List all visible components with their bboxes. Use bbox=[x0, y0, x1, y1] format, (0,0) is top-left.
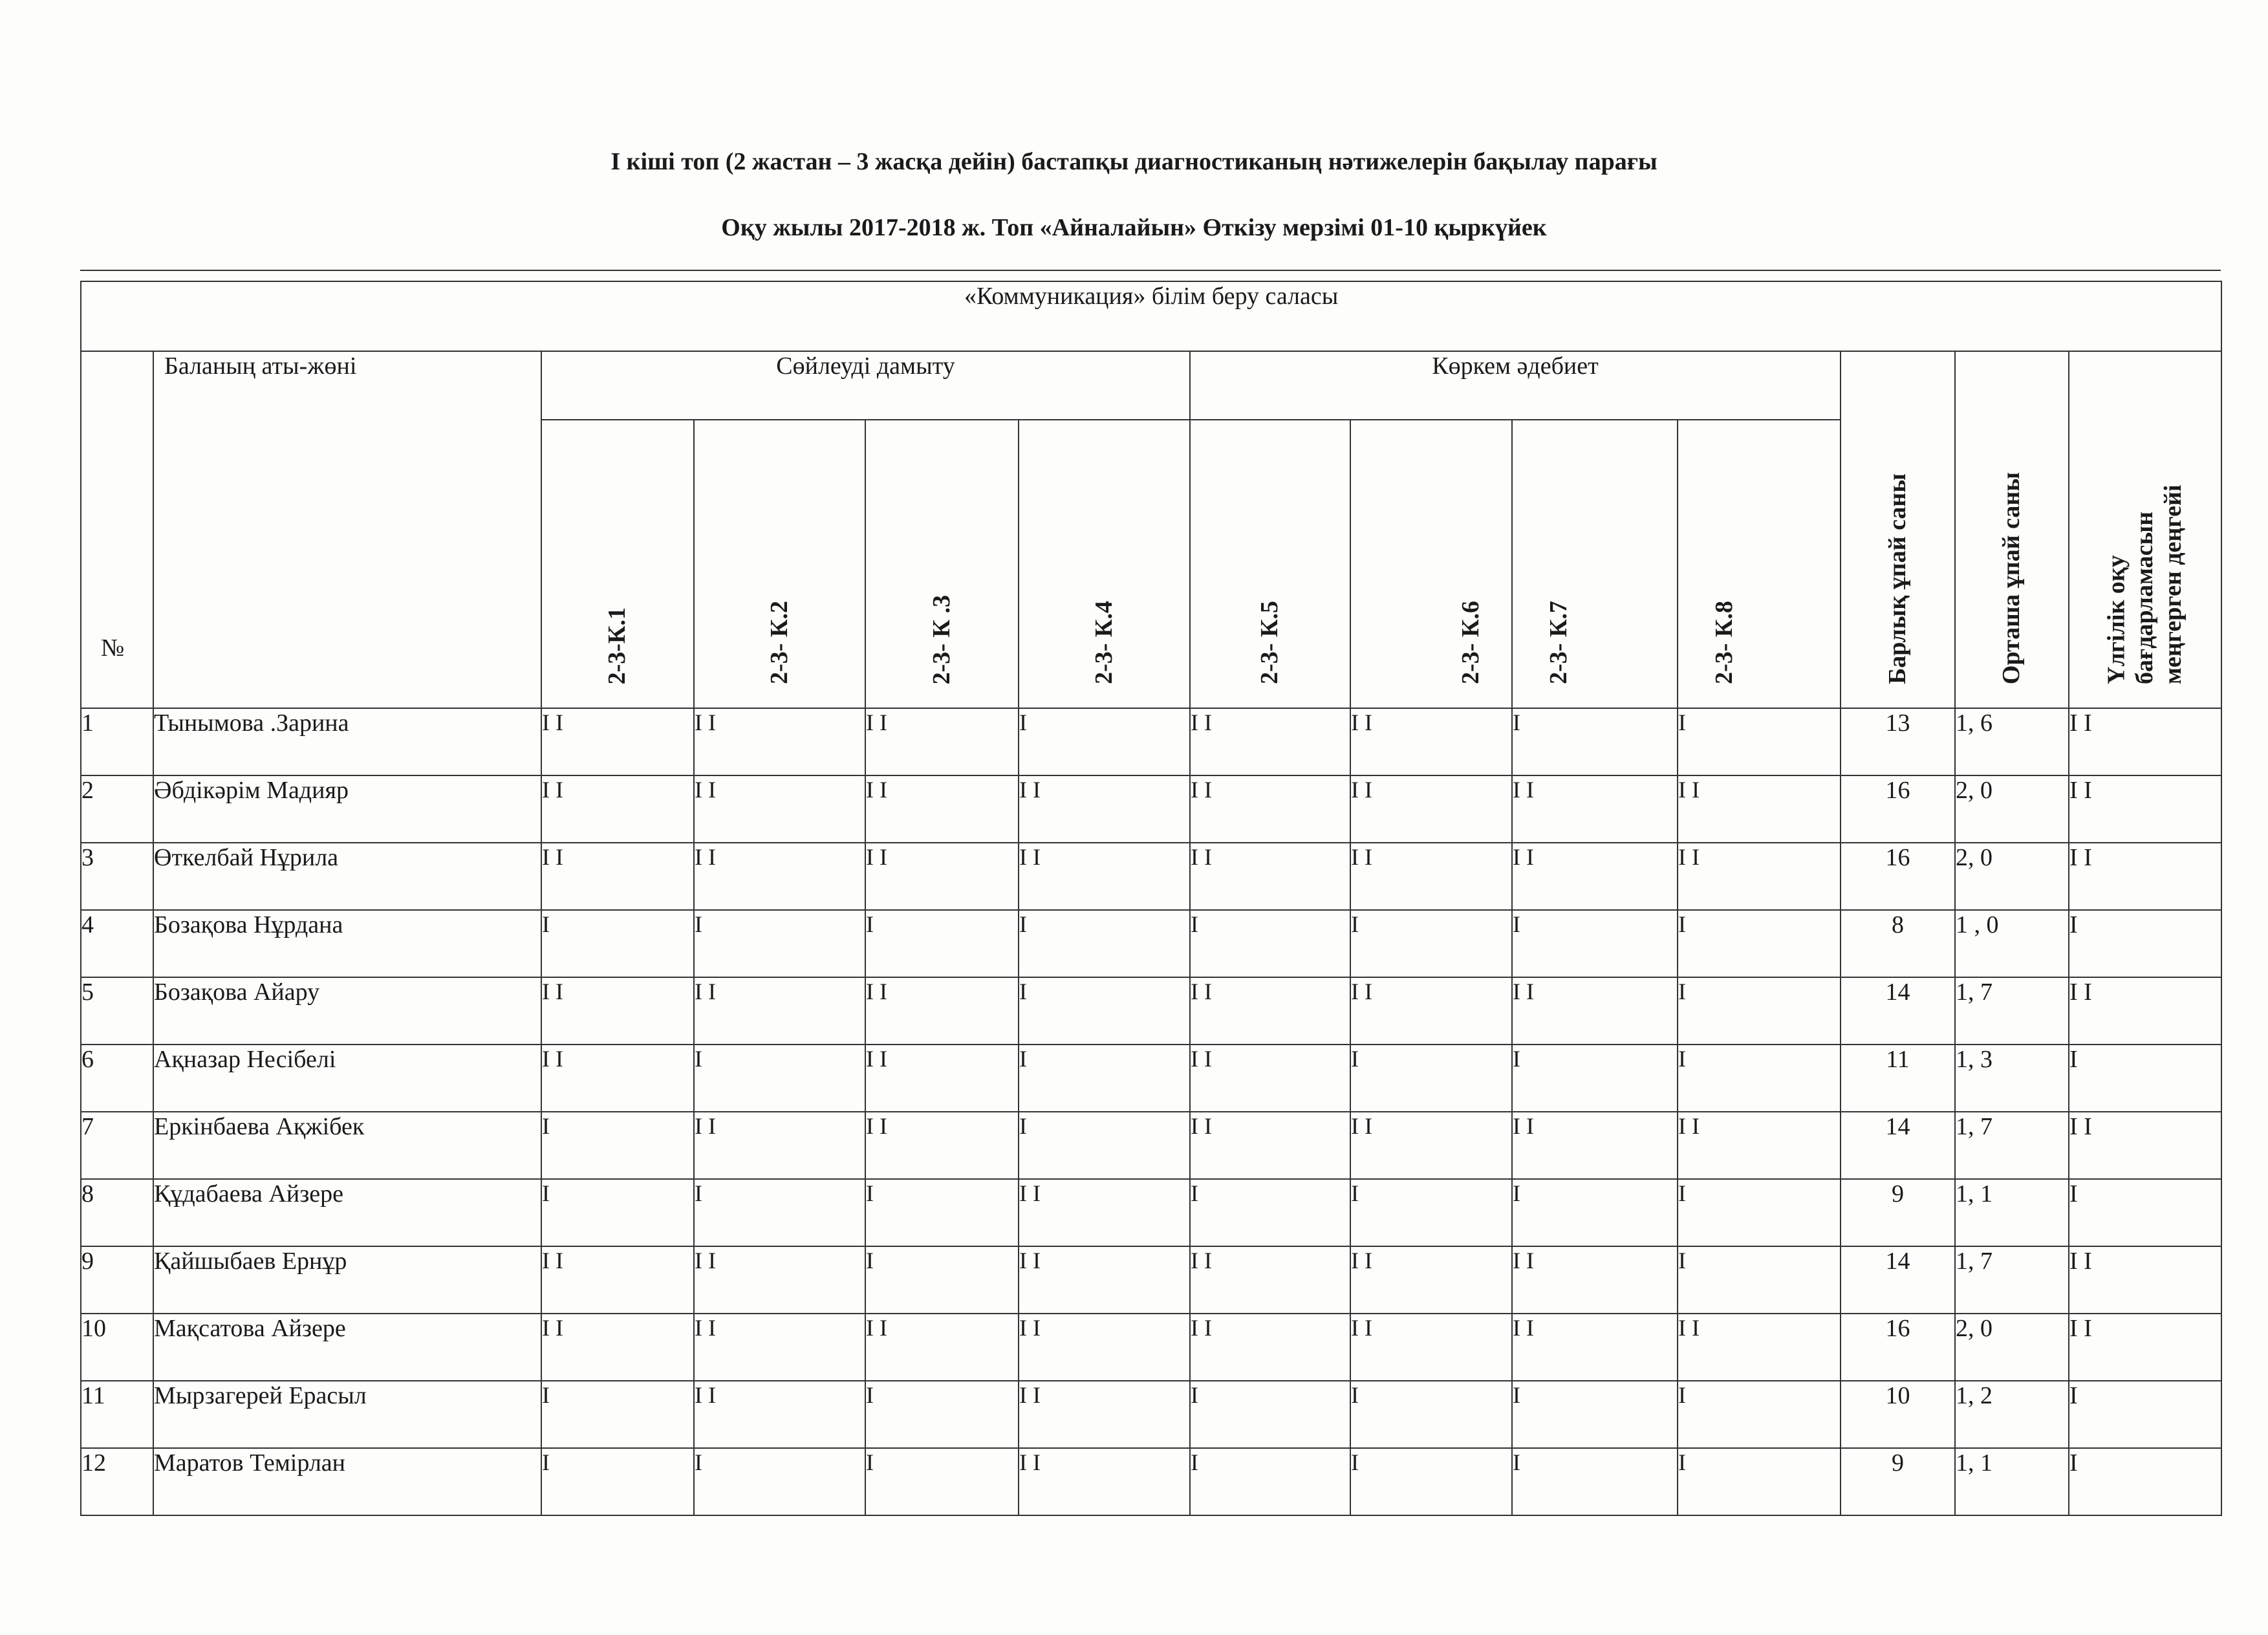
row-number: 5 bbox=[81, 977, 153, 1045]
score-cell: I I bbox=[1350, 977, 1512, 1045]
score-cell: I I bbox=[1512, 1314, 1678, 1381]
score-cell: I I bbox=[541, 1314, 694, 1381]
score-cell: I I bbox=[694, 1381, 865, 1448]
score-cell: I I bbox=[1512, 775, 1678, 843]
total-score: 16 bbox=[1841, 843, 1955, 910]
total-header bbox=[1841, 351, 1955, 708]
row-number: 12 bbox=[81, 1448, 153, 1515]
total-score: 16 bbox=[1841, 775, 1955, 843]
table-row bbox=[81, 843, 2221, 910]
score-cell: I bbox=[541, 910, 694, 977]
child-name: Еркінбаева Ақжібек bbox=[153, 1112, 541, 1179]
score-cell: I bbox=[865, 910, 1019, 977]
score-cell: I I bbox=[865, 977, 1019, 1045]
score-cell: I I bbox=[1019, 1314, 1190, 1381]
score-cell: I I bbox=[1190, 1112, 1350, 1179]
code-label-4: 2-3- К.4 bbox=[1090, 601, 1118, 684]
table-row bbox=[81, 1448, 2221, 1515]
code-header-5 bbox=[1190, 420, 1350, 708]
child-name: Мырзагерей Ерасыл bbox=[153, 1381, 541, 1448]
score-cell: I I bbox=[1512, 843, 1678, 910]
score-cell: I bbox=[1190, 910, 1350, 977]
score-cell: I bbox=[1350, 1448, 1512, 1515]
mastery-level: I I bbox=[2069, 1246, 2221, 1314]
average-score: 2, 0 bbox=[1955, 1314, 2069, 1381]
table-row bbox=[81, 1381, 2221, 1448]
score-cell: I I bbox=[1019, 1179, 1190, 1246]
score-cell: I bbox=[1019, 910, 1190, 977]
total-score: 14 bbox=[1841, 977, 1955, 1045]
score-cell: I bbox=[865, 1448, 1019, 1515]
code-label-1: 2-3-К.1 bbox=[603, 607, 631, 684]
average-score: 1, 7 bbox=[1955, 1112, 2069, 1179]
score-cell: I I bbox=[694, 708, 865, 775]
table-row bbox=[81, 1179, 2221, 1246]
table-body bbox=[81, 708, 2221, 1515]
row-number: 2 bbox=[81, 775, 153, 843]
score-cell: I bbox=[1190, 1381, 1350, 1448]
score-cell: I I bbox=[694, 843, 865, 910]
total-score: 9 bbox=[1841, 1179, 1955, 1246]
row-number: 9 bbox=[81, 1246, 153, 1314]
score-cell: I bbox=[1512, 1179, 1678, 1246]
score-cell: I I bbox=[1350, 1314, 1512, 1381]
code-label-3: 2-3- К .3 bbox=[927, 594, 955, 684]
mastery-level: I I bbox=[2069, 843, 2221, 910]
score-cell: I bbox=[694, 1448, 865, 1515]
score-cell: I bbox=[1019, 1112, 1190, 1179]
mastery-level: I I bbox=[2069, 775, 2221, 843]
score-cell: I I bbox=[541, 708, 694, 775]
mastery-level: I I bbox=[2069, 1112, 2221, 1179]
code-header-8 bbox=[1678, 420, 1841, 708]
average-header-label: Орташа ұпай саны bbox=[1998, 471, 2025, 684]
score-cell: I bbox=[1678, 1448, 1841, 1515]
table-row bbox=[81, 910, 2221, 977]
score-cell: I bbox=[1678, 977, 1841, 1045]
mastery-level: I bbox=[2069, 910, 2221, 977]
table-row bbox=[81, 1112, 2221, 1179]
table-row bbox=[81, 1045, 2221, 1112]
average-score: 2, 0 bbox=[1955, 843, 2069, 910]
average-score: 1, 1 bbox=[1955, 1179, 2069, 1246]
score-cell: I I bbox=[1190, 1045, 1350, 1112]
score-cell: I I bbox=[1019, 1246, 1190, 1314]
child-name: Ақназар Несібелі bbox=[153, 1045, 541, 1112]
score-cell: I I bbox=[694, 1246, 865, 1314]
row-number: 8 bbox=[81, 1179, 153, 1246]
score-cell: I I bbox=[1678, 843, 1841, 910]
score-cell: I I bbox=[694, 1112, 865, 1179]
table-row bbox=[81, 708, 2221, 775]
score-cell: I bbox=[1190, 1448, 1350, 1515]
mastery-level: I bbox=[2069, 1045, 2221, 1112]
score-cell: I bbox=[1350, 1045, 1512, 1112]
score-cell: I bbox=[1678, 910, 1841, 977]
mastery-level: I I bbox=[2069, 1314, 2221, 1381]
number-header: № bbox=[81, 351, 153, 708]
row-number: 7 bbox=[81, 1112, 153, 1179]
score-cell: I bbox=[1678, 1045, 1841, 1112]
score-cell: I bbox=[1019, 708, 1190, 775]
average-header bbox=[1955, 351, 2069, 708]
code-label-6: 2-3- К.6 bbox=[1457, 601, 1485, 684]
diagnostics-table bbox=[80, 281, 2222, 1516]
score-cell: I bbox=[1512, 708, 1678, 775]
average-score: 1, 2 bbox=[1955, 1381, 2069, 1448]
score-cell: I I bbox=[865, 843, 1019, 910]
mastery-level: I I bbox=[2069, 708, 2221, 775]
code-header-4 bbox=[1019, 420, 1190, 708]
row-number: 6 bbox=[81, 1045, 153, 1112]
score-cell: I bbox=[1512, 1381, 1678, 1448]
child-name: Маратов Темірлан bbox=[153, 1448, 541, 1515]
score-cell: I bbox=[1350, 1179, 1512, 1246]
score-cell: I I bbox=[1350, 708, 1512, 775]
score-cell: I I bbox=[865, 1112, 1019, 1179]
total-score: 8 bbox=[1841, 910, 1955, 977]
document-title: I кіші топ (2 жастан – 3 жасқа дейін) бастапқы диагностиканың нәтижелерін бақылау парағы bbox=[610, 148, 1658, 175]
total-header-label: Барлық ұпай саны bbox=[1883, 473, 1911, 684]
mastery-level: I bbox=[2069, 1381, 2221, 1448]
score-cell: I I bbox=[1190, 1314, 1350, 1381]
code-label-5: 2-3- К.5 bbox=[1256, 601, 1284, 684]
code-label-2: 2-3- К.2 bbox=[765, 601, 793, 684]
score-cell: I I bbox=[1190, 708, 1350, 775]
average-score: 1, 3 bbox=[1955, 1045, 2069, 1112]
child-name: Құдабаева Айзере bbox=[153, 1179, 541, 1246]
mastery-level: I bbox=[2069, 1179, 2221, 1246]
score-cell: I I bbox=[1019, 1381, 1190, 1448]
score-cell: I I bbox=[1678, 775, 1841, 843]
score-cell: I I bbox=[1190, 977, 1350, 1045]
child-name: Әбдікәрім Мадияр bbox=[153, 775, 541, 843]
score-cell: I bbox=[1678, 708, 1841, 775]
code-label-8: 2-3- К.8 bbox=[1711, 601, 1738, 684]
code-header-3 bbox=[865, 420, 1019, 708]
score-cell: I I bbox=[1190, 843, 1350, 910]
score-cell: I I bbox=[865, 775, 1019, 843]
score-cell: I bbox=[1512, 1045, 1678, 1112]
total-score: 11 bbox=[1841, 1045, 1955, 1112]
child-name: Мақсатова Айзере bbox=[153, 1314, 541, 1381]
total-score: 10 bbox=[1841, 1381, 1955, 1448]
score-cell: I I bbox=[541, 843, 694, 910]
average-score: 1 , 0 bbox=[1955, 910, 2069, 977]
row-number: 1 bbox=[81, 708, 153, 775]
score-cell: I bbox=[541, 1179, 694, 1246]
average-score: 1, 1 bbox=[1955, 1448, 2069, 1515]
table-row bbox=[81, 775, 2221, 843]
total-score: 9 bbox=[1841, 1448, 1955, 1515]
score-cell: I I bbox=[1019, 775, 1190, 843]
total-score: 16 bbox=[1841, 1314, 1955, 1381]
score-cell: I I bbox=[865, 1045, 1019, 1112]
score-cell: I I bbox=[541, 1246, 694, 1314]
score-cell: I bbox=[865, 1246, 1019, 1314]
child-name: Тынымова .Зарина bbox=[153, 708, 541, 775]
code-header-6 bbox=[1350, 420, 1512, 708]
score-cell: I I bbox=[1190, 775, 1350, 843]
score-cell: I bbox=[541, 1112, 694, 1179]
code-label-7: 2-3- К.7 bbox=[1545, 601, 1572, 684]
score-cell: I bbox=[694, 1045, 865, 1112]
document-subtitle: Оқу жылы 2017-2018 ж. Топ «Айналайын» Өткізу мерзімі 01-10 қыркүйек bbox=[721, 214, 1547, 241]
score-cell: I I bbox=[865, 708, 1019, 775]
average-score: 1, 7 bbox=[1955, 977, 2069, 1045]
score-cell: I bbox=[1512, 910, 1678, 977]
child-name: Бозақова Айару bbox=[153, 977, 541, 1045]
score-cell: I bbox=[541, 1381, 694, 1448]
total-score: 14 bbox=[1841, 1246, 1955, 1314]
row-number: 11 bbox=[81, 1381, 153, 1448]
score-cell: I bbox=[865, 1179, 1019, 1246]
score-cell: I I bbox=[1350, 843, 1512, 910]
total-score: 14 bbox=[1841, 1112, 1955, 1179]
score-cell: I bbox=[865, 1381, 1019, 1448]
average-score: 1, 7 bbox=[1955, 1246, 2069, 1314]
score-cell: I bbox=[1512, 1448, 1678, 1515]
level-header bbox=[2069, 351, 2221, 708]
child-name: Қайшыбаев Ернұр bbox=[153, 1246, 541, 1314]
score-cell: I bbox=[1019, 977, 1190, 1045]
score-cell: I I bbox=[865, 1314, 1019, 1381]
score-cell: I I bbox=[541, 1045, 694, 1112]
mastery-level: I bbox=[2069, 1448, 2221, 1515]
child-name: Бозақова Нұрдана bbox=[153, 910, 541, 977]
code-header-1 bbox=[541, 420, 694, 708]
row-number: 3 bbox=[81, 843, 153, 910]
group-speech-header: Сөйлеуді дамыту bbox=[541, 351, 1190, 420]
score-cell: I I bbox=[694, 775, 865, 843]
score-cell: I I bbox=[541, 775, 694, 843]
score-cell: I bbox=[1678, 1179, 1841, 1246]
score-cell: I I bbox=[1678, 1314, 1841, 1381]
score-cell: I bbox=[1350, 910, 1512, 977]
score-cell: I I bbox=[1512, 1112, 1678, 1179]
score-cell: I I bbox=[1678, 1112, 1841, 1179]
row-number: 10 bbox=[81, 1314, 153, 1381]
code-header-2 bbox=[694, 420, 865, 708]
score-cell: I I bbox=[1350, 1112, 1512, 1179]
level-header-label: Үлгілік оқу бағдарламасын меңгерген деңгейі bbox=[2102, 484, 2187, 684]
table-row bbox=[81, 977, 2221, 1045]
area-title: «Коммуникация» білім беру саласы bbox=[81, 281, 2221, 351]
score-cell: I I bbox=[1190, 1246, 1350, 1314]
score-cell: I I bbox=[1350, 1246, 1512, 1314]
score-cell: I I bbox=[694, 1314, 865, 1381]
group-literature-header: Көркем әдебиет bbox=[1190, 351, 1841, 420]
header-rule bbox=[80, 270, 2221, 271]
score-cell: I bbox=[1678, 1381, 1841, 1448]
row-number: 4 bbox=[81, 910, 153, 977]
code-header-7 bbox=[1512, 420, 1678, 708]
child-name: Өткелбай Нұрила bbox=[153, 843, 541, 910]
average-score: 1, 6 bbox=[1955, 708, 2069, 775]
score-cell: I bbox=[1019, 1045, 1190, 1112]
total-score: 13 bbox=[1841, 708, 1955, 775]
score-cell: I bbox=[694, 910, 865, 977]
score-cell: I I bbox=[1350, 775, 1512, 843]
score-cell: I I bbox=[694, 977, 865, 1045]
score-cell: I bbox=[1190, 1179, 1350, 1246]
score-cell: I I bbox=[1512, 1246, 1678, 1314]
score-cell: I I bbox=[1019, 843, 1190, 910]
name-header: Баланың аты-жөні bbox=[153, 351, 541, 708]
mastery-level: I I bbox=[2069, 977, 2221, 1045]
table-row bbox=[81, 1246, 2221, 1314]
score-cell: I bbox=[541, 1448, 694, 1515]
average-score: 2, 0 bbox=[1955, 775, 2069, 843]
score-cell: I bbox=[694, 1179, 865, 1246]
score-cell: I I bbox=[1512, 977, 1678, 1045]
score-cell: I bbox=[1350, 1381, 1512, 1448]
table-row bbox=[81, 1314, 2221, 1381]
score-cell: I bbox=[1678, 1246, 1841, 1314]
score-cell: I I bbox=[541, 977, 694, 1045]
score-cell: I I bbox=[1019, 1448, 1190, 1515]
